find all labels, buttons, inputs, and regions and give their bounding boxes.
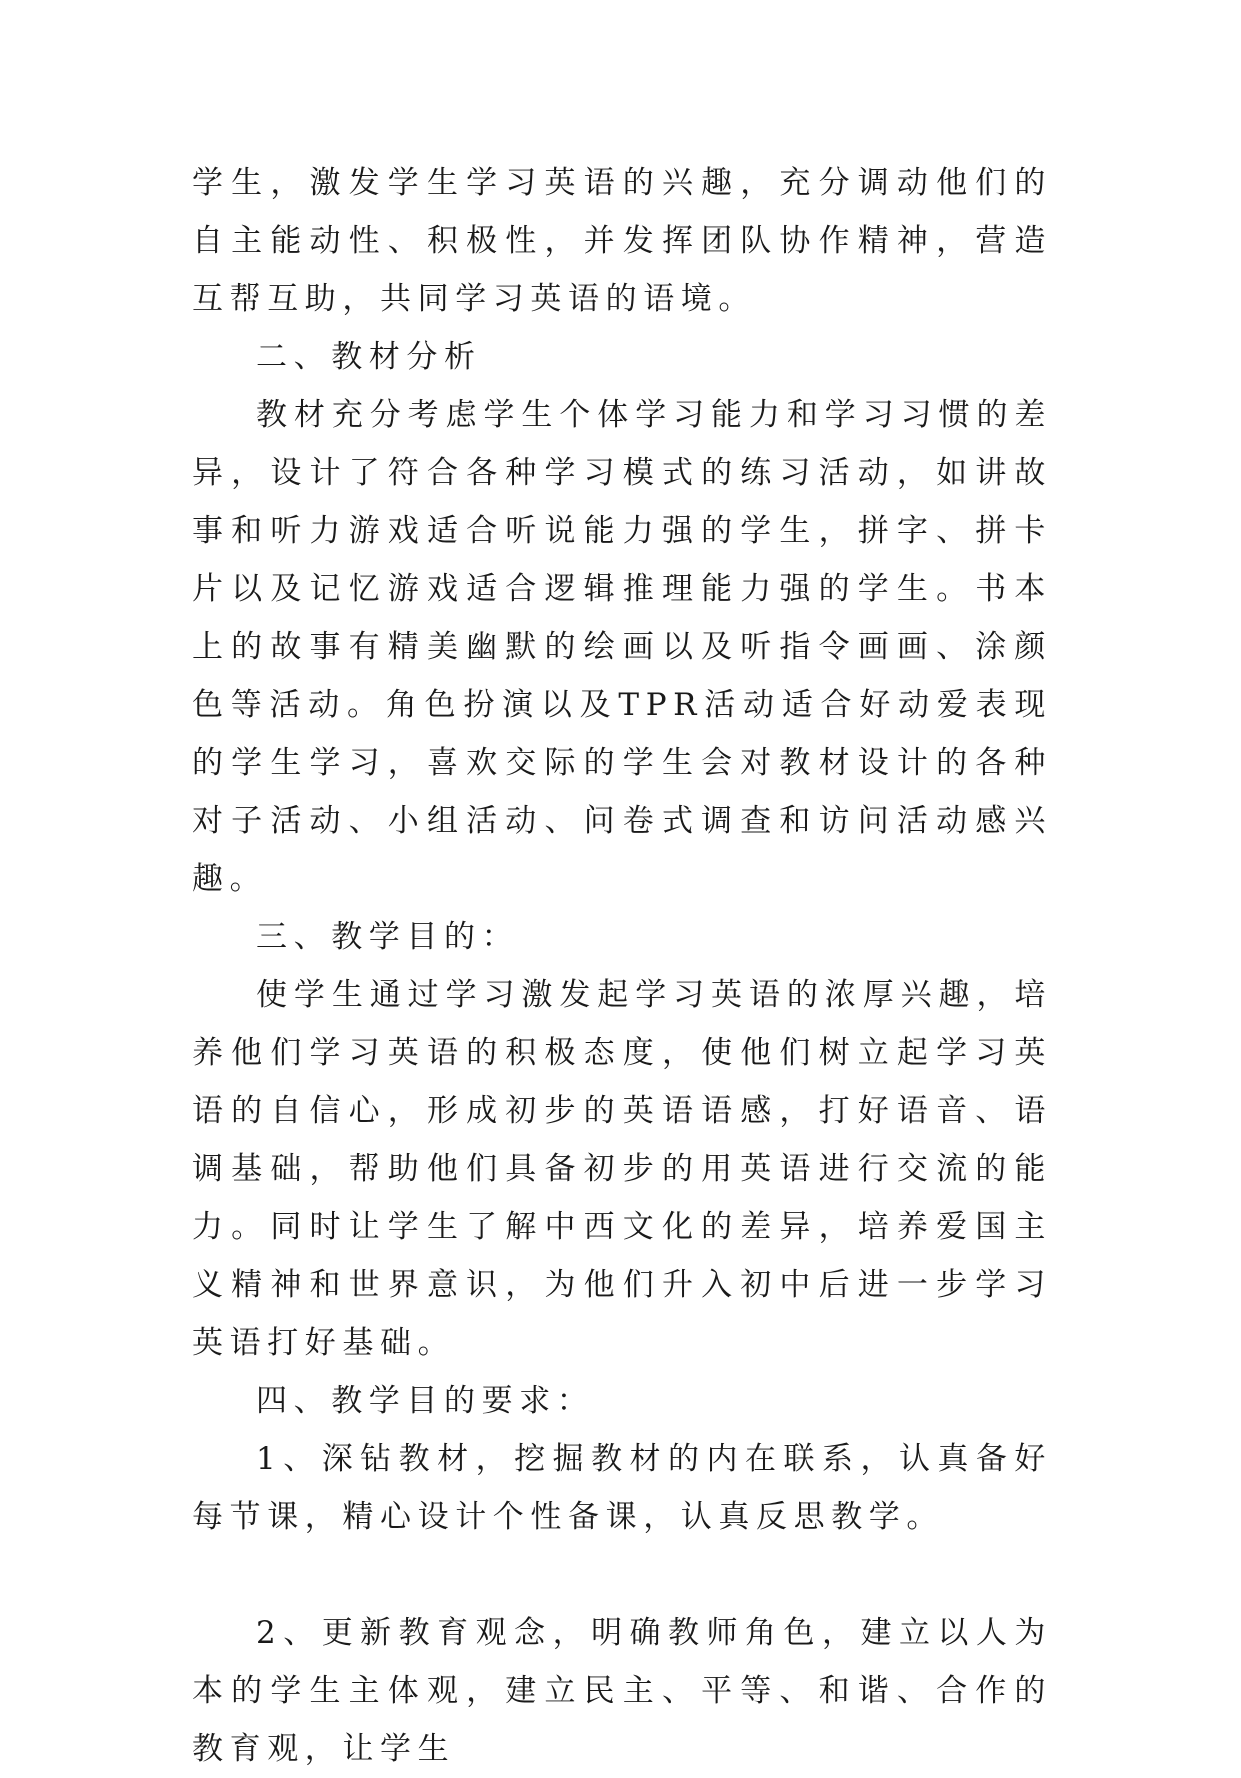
heading-teaching-goals: 三、教学目的： xyxy=(256,919,520,955)
heading-teaching-requirements: 四、教学目的要求： xyxy=(256,1383,595,1419)
paragraph-teaching-goals: 使学生通过学习激发起学习英语的浓厚兴趣，培养他们学习英语的积极态度，使他们树立起学习英语的自信心，形成初步的英语语感，打好语音、语调基础，帮助他们具备初步的用英语进行交流的能力。同时让学生了解中西文化的差异，培养爱国主义精神和世界意识，为他们升入初中后进一步学习英语打好基础。 xyxy=(192,977,1052,1361)
paragraph-intro-continuation: 学生，激发学生学习英语的兴趣，充分调动他们的自主能动性、积极性，并发挥团队协作精神，营造互帮互助，共同学习英语的语境。 xyxy=(192,165,1052,317)
paragraph-textbook-analysis: 教材充分考虑学生个体学习能力和学习习惯的差异，设计了符合各种学习模式的练习活动，如讲故事和听力游戏适合听说能力强的学生，拼字、拼卡片以及记忆游戏适合逻辑推理能力强的学生。书本上的故事有精美幽默的绘画以及听指令画画、涂颜色等活动。角色扮演以及TPR活动适合好动爱表现的学生学习，喜欢交际的学生会对教材设计的各种对子活动、小组活动、问卷式调查和访问活动感兴趣。 xyxy=(192,397,1052,897)
list-item-1: 1、深钻教材，挖掘教材的内在联系，认真备好每节课，精心设计个性备课，认真反思教学。 xyxy=(192,1441,1052,1535)
heading-textbook-analysis: 二、教材分析 xyxy=(256,339,482,375)
document-body xyxy=(192,154,1052,1778)
list-item-2: 2、更新教育观念，明确教师角色，建立以人为本的学生主体观，建立民主、平等、和谐、合作的教育观，让学生 xyxy=(192,1615,1052,1767)
paragraph-spacer xyxy=(192,1546,1052,1604)
